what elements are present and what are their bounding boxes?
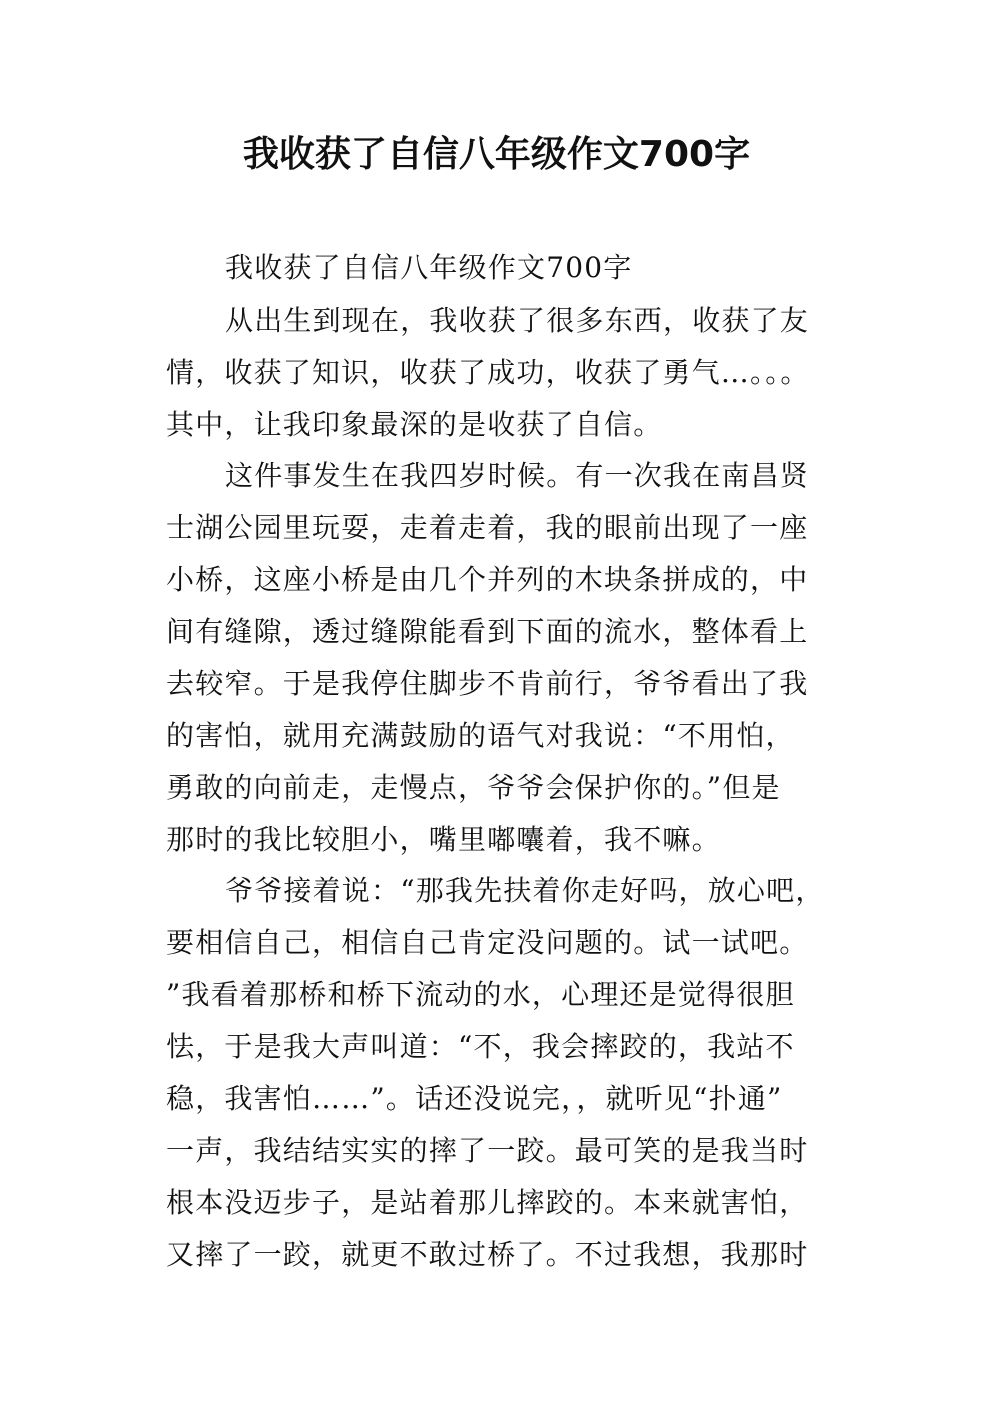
- paragraph-line: 去较窄。于是我停住脚步不肯前行，爷爷看出了我: [166, 667, 809, 700]
- paragraph-line: 那时的我比较胆小，嘴里嘟囔着，我不嘛。: [166, 823, 721, 856]
- paragraph-line: 士湖公园里玩耍，走着走着，我的眼前出现了一座: [166, 511, 809, 544]
- paragraph-line: 根本没迈步子，是站着那儿摔跤的。本来就害怕，: [166, 1186, 809, 1219]
- paragraph-line: 怯，于是我大声叫道：“不，我会摔跤的，我站不: [166, 1030, 795, 1063]
- paragraph-line: 稳，我害怕……”。话还没说完，，就听见“扑通”: [166, 1082, 783, 1115]
- paragraph-line: 其中，让我印象最深的是收获了自信。: [166, 408, 663, 441]
- paragraph-line: ”我看着那桥和桥下流动的水，心理还是觉得很胆: [166, 978, 795, 1011]
- paragraph-line: 又摔了一跤，就更不敢过桥了。不过我想，我那时: [166, 1238, 809, 1271]
- paragraph-line: 的害怕，就用充满鼓励的语气对我说：“不用怕，: [166, 719, 795, 752]
- paragraph-line: 勇敢的向前走，走慢点，爷爷会保护你的。”但是: [166, 771, 781, 804]
- paragraph-line: 小桥，这座小桥是由几个并列的木块条拼成的，中: [166, 563, 809, 596]
- document-title: 我收获了自信八年级作文700字: [242, 134, 751, 175]
- subtitle-line: 我收获了自信八年级作文700字: [225, 251, 633, 284]
- paragraph-line: 这件事发生在我四岁时候。有一次我在南昌贤: [225, 459, 810, 492]
- paragraph-line: 要相信自己，相信自己肯定没问题的。试一试吧。: [166, 926, 809, 959]
- paragraph-line: 情，收获了知识，收获了成功，收获了勇气…。。。: [166, 356, 810, 389]
- paragraph-line: 间有缝隙，透过缝隙能看到下面的流水，整体看上: [166, 615, 809, 648]
- paragraph-line: 从出生到现在，我收获了很多东西，收获了友: [225, 304, 810, 337]
- paragraph-line: 爷爷接着说：“那我先扶着你走好吗，放心吧，: [225, 874, 825, 907]
- paragraph-line: 一声，我结结实实的摔了一跤。最可笑的是我当时: [166, 1134, 809, 1167]
